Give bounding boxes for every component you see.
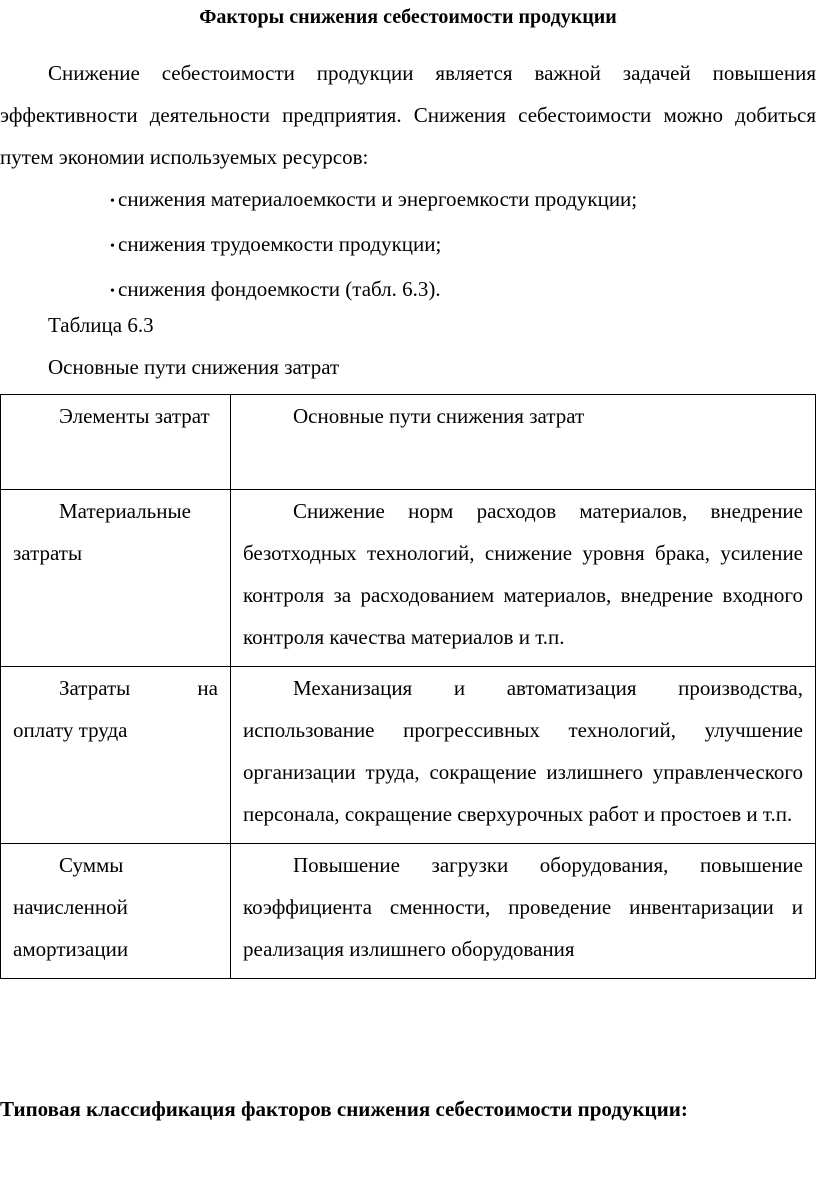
header-cell-ways: Основные пути снижения затрат: [231, 395, 816, 490]
header-cell-elements: Элементы затрат: [1, 395, 231, 490]
ways-cell: Механизация и автоматизация производства, использование прогрессивных технологий, улучшение организации труда, сокращение излишнего управленческого персонала, сокращение сверхурочных работ и простоев и т.п.: [231, 667, 816, 844]
ways-cell: Повышение загрузки оборудования, повышение коэффициента сменности, проведение инвентаризации и реализация излишнего оборудования: [231, 844, 816, 979]
page-title: Факторы снижения себестоимости продукции: [199, 6, 617, 28]
cost-reduction-table: [0, 394, 816, 979]
table-row: [1, 490, 816, 667]
bullet-icon: •: [110, 239, 115, 254]
list-item: • снижения трудоемкости продукции;: [110, 223, 637, 268]
bullet-icon: •: [110, 194, 115, 209]
ways-cell: Снижение норм расходов материалов, внедрение безотходных технологий, снижение уровня брака, усиление контроля за расходованием материалов, внедрение входного контроля качества материалов и т.п.: [231, 490, 816, 667]
cost-element-cell: Материальные затраты: [1, 490, 231, 667]
bullet-list: [110, 178, 637, 313]
table-row: [1, 844, 816, 979]
table-header-row: [1, 395, 816, 490]
table-label: Таблица 6.3: [48, 313, 154, 337]
list-item: • снижения материалоемкости и энергоемкости продукции;: [110, 178, 637, 223]
table-title: Основные пути снижения затрат: [48, 355, 340, 379]
intro-paragraph: Снижение себестоимости продукции является важной задачей повышения эффективности деятельности предприятия. Снижения себестоимости можно добиться путем экономии используемых ресурсов:: [0, 61, 816, 169]
list-item: • снижения фондоемкости (табл. 6.3).: [110, 268, 637, 313]
cost-element-cell: Суммы начисленной амортизации: [1, 844, 231, 979]
table-row: [1, 667, 816, 844]
classification-heading: Типовая классификация факторов снижения себестоимости продукции:: [0, 1097, 688, 1121]
cost-element-cell: Затраты на оплату труда: [1, 667, 231, 844]
bullet-icon: •: [110, 284, 115, 299]
